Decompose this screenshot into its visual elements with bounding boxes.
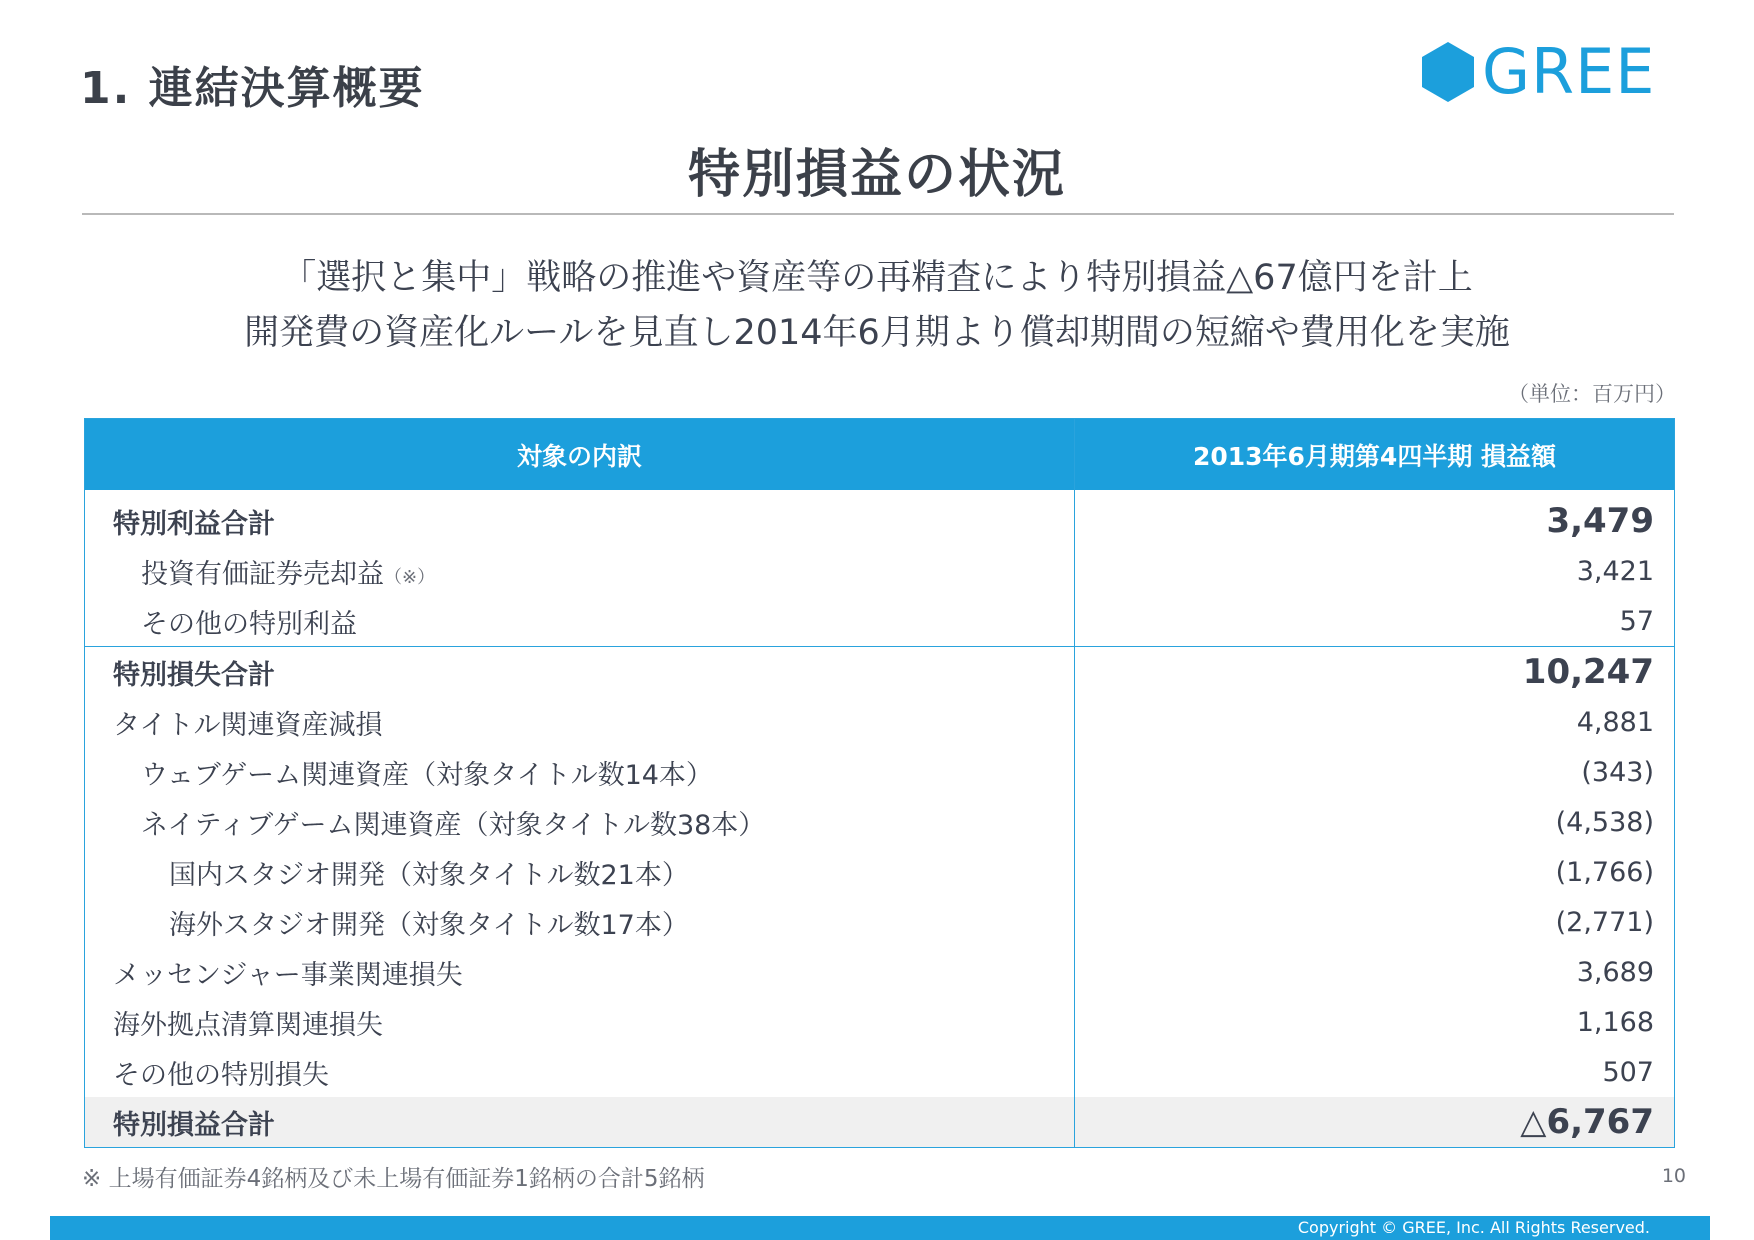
row-value: 3,479 bbox=[1075, 490, 1675, 546]
row-label: 海外スタジオ開発（対象タイトル数17本） bbox=[169, 909, 689, 941]
page-number: 10 bbox=[1661, 1165, 1686, 1187]
row-label: ウェブゲーム関連資産（対象タイトル数14本） bbox=[141, 759, 713, 791]
row-value: 4,881 bbox=[1075, 697, 1675, 747]
table-row bbox=[85, 947, 1675, 997]
table-row bbox=[85, 747, 1675, 797]
table-row bbox=[85, 647, 1675, 698]
table-row bbox=[85, 596, 1675, 647]
unit-label: （単位：百万円） bbox=[1508, 382, 1676, 406]
row-value: △6,767 bbox=[1075, 1097, 1675, 1148]
footnote: ※ 上場有価証券4銘柄及び未上場有価証券1銘柄の合計5銘柄 bbox=[82, 1166, 705, 1192]
row-value: 1,168 bbox=[1075, 997, 1675, 1047]
row-value: (1,766) bbox=[1075, 847, 1675, 897]
column-header-breakdown: 対象の内訳 bbox=[85, 419, 1075, 491]
slide-title: 特別損益の状況 bbox=[687, 145, 1066, 205]
row-label: ネイティブゲーム関連資産（対象タイトル数38本） bbox=[141, 809, 766, 841]
title-divider bbox=[82, 213, 1674, 215]
row-label-text: 投資有価証券売却益 bbox=[141, 558, 384, 590]
row-label: 特別利益合計 bbox=[113, 508, 275, 540]
table-row bbox=[85, 997, 1675, 1047]
note-mark: （※） bbox=[384, 566, 436, 588]
row-label bbox=[85, 546, 1075, 596]
logo-text: GREE bbox=[1482, 35, 1656, 108]
table-row bbox=[85, 847, 1675, 897]
table-row bbox=[85, 697, 1675, 747]
row-label: メッセンジャー事業関連損失 bbox=[113, 959, 463, 991]
row-label: 国内スタジオ開発（対象タイトル数21本） bbox=[169, 859, 689, 891]
table-row bbox=[85, 797, 1675, 847]
gree-logo bbox=[1420, 35, 1656, 108]
table-row bbox=[85, 546, 1675, 596]
row-label: その他の特別損失 bbox=[113, 1059, 329, 1091]
row-value: 507 bbox=[1075, 1047, 1675, 1097]
table-row bbox=[85, 1047, 1675, 1097]
table-header-row bbox=[85, 419, 1675, 491]
table-row bbox=[85, 897, 1675, 947]
column-header-amount: 2013年6月期第4四半期 損益額 bbox=[1075, 419, 1675, 491]
row-value: 57 bbox=[1075, 596, 1675, 647]
row-value: 10,247 bbox=[1075, 647, 1675, 698]
row-value: 3,689 bbox=[1075, 947, 1675, 997]
row-value: (343) bbox=[1075, 747, 1675, 797]
section-heading: 1. 連結決算概要 bbox=[80, 63, 425, 114]
row-value: 3,421 bbox=[1075, 546, 1675, 596]
lead-line-1: 「選択と集中」戦略の推進や資産等の再精査により特別損益△67億円を計上 bbox=[281, 258, 1473, 298]
row-label: 特別損失合計 bbox=[85, 647, 1075, 698]
row-label: その他の特別利益 bbox=[141, 608, 357, 640]
row-value: (4,538) bbox=[1075, 797, 1675, 847]
table-row bbox=[85, 490, 1675, 546]
row-label: 海外拠点清算関連損失 bbox=[113, 1009, 383, 1041]
hexagon-icon bbox=[1420, 40, 1476, 104]
row-value: (2,771) bbox=[1075, 897, 1675, 947]
copyright: Copyright © GREE, Inc. All Rights Reserved. bbox=[1297, 1218, 1650, 1237]
lead-line-2: 開発費の資産化ルールを見直し2014年6月期より償却期間の短縮や費用化を実施 bbox=[244, 313, 1510, 353]
footer-bar bbox=[50, 1216, 1710, 1240]
special-gains-losses-table bbox=[84, 418, 1675, 1148]
row-label: 特別損益合計 bbox=[85, 1097, 1075, 1148]
row-label: タイトル関連資産減損 bbox=[113, 709, 383, 741]
table-row-total bbox=[85, 1097, 1675, 1148]
